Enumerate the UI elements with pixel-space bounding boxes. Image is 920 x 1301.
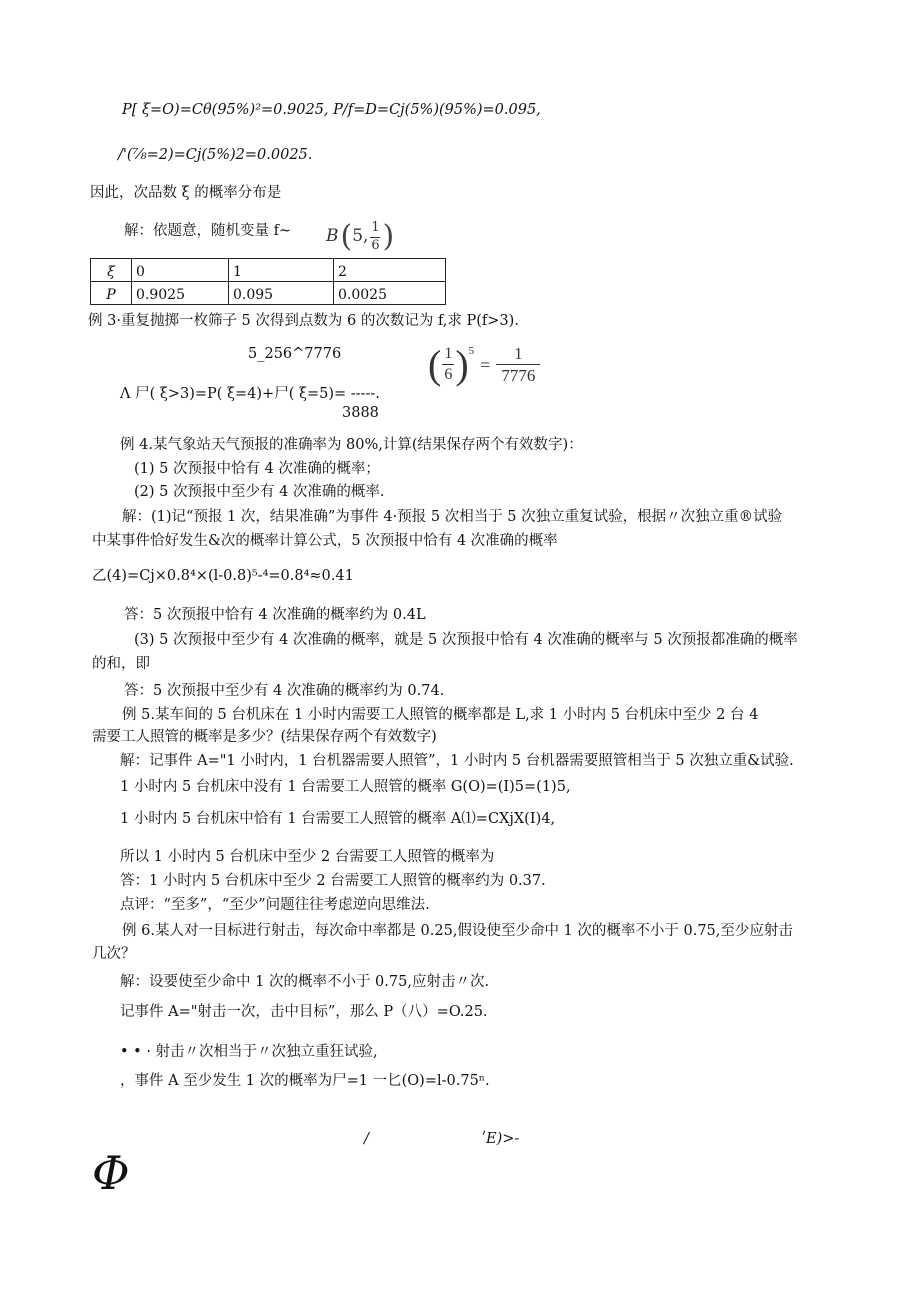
- example-4-formula: 乙(4)=Cj×0.8⁴×(l-0.8)⁵-⁴=0.8⁴≈0.41: [92, 568, 354, 584]
- table-cell: 0.9025: [132, 282, 229, 305]
- table-prob-symbol: P: [91, 282, 132, 305]
- table-cell: 2: [334, 259, 446, 282]
- example-3-title: 例 3·重复抛掷一枚筛子 5 次得到点数为 6 的次数记为 f,求 P(f>3).: [88, 313, 519, 329]
- example-6-title: 例 6.某人对一目标进行射击，每次命中率都是 0.25,假设使至少命中 1 次的概率不小于 0.75,至少应射击: [122, 923, 793, 939]
- fragment-e: ʹE)>-: [482, 1131, 520, 1147]
- binomial-letter: B: [326, 226, 339, 247]
- example-4-q3: (3) 5 次预报中至少有 4 次准确的概率，就是 5 次预报中恰有 4 次准确的概率与 5 次预报都准确的概率: [134, 632, 798, 648]
- example-4-title: 例 4.某气象站天气预报的准确率为 80%,计算(结果保存两个有效数字)：: [120, 437, 583, 453]
- table-header-symbol: ξ: [91, 259, 132, 282]
- binomial-p: $\frac{1}{6}$: [371, 220, 380, 253]
- example-6-event: 记事件 A="射击一次，击中目标”，那么 P（八）=O.25.: [120, 1004, 488, 1020]
- phi-symbol: Φ: [92, 1146, 130, 1200]
- example-4-solution: 解：(1)记“预报 1 次，结果准确”为事件 4·预报 5 次相当于 5 次独立重复试验，根据〃次独立重®试验: [122, 509, 783, 525]
- comment: 点评：“至多”，“至少”问题往往考虑逆向思维法.: [120, 897, 430, 913]
- binomial-notation: B ( 5 , $\frac{1}{6}$ ): [326, 219, 395, 254]
- example-3-formula: Λ 尸( ξ>3)=P( ξ=4)+尸( ξ=5)= -----.: [120, 386, 380, 402]
- example-4-answer-2: 答：5 次预报中至少有 4 次准确的概率约为 0.74.: [124, 683, 445, 699]
- example-3-fragment: 5_256^7776: [248, 346, 342, 362]
- example-5-at-least-two: 所以 1 小时内 5 台机床中至少 2 台需要工人照管的概率为: [120, 849, 495, 865]
- table-cell: 1: [229, 259, 334, 282]
- example-5-title: 例 5.某车间的 5 台机床在 1 小时内需要工人照管的概率都是 L,求 1 小时内 5 台机床中至少 2 台 4: [122, 707, 759, 723]
- example-4-solution-cont: 中某事件恰好发生&次的概率计算公式，5 次预报中恰有 4 次准确的概率: [92, 533, 558, 549]
- example-4-q2: (2) 5 次预报中至少有 4 次准确的概率.: [134, 484, 385, 500]
- binomial-n: 5: [352, 226, 364, 247]
- example-3-denominator: 3888: [342, 405, 379, 421]
- example-4-q3-cont: 的和，即: [92, 656, 150, 672]
- table-cell: 0: [132, 259, 229, 282]
- fragment-slash: /: [364, 1131, 369, 1147]
- table-cell: 0.0025: [334, 282, 446, 305]
- example-4-answer-1: 答：5 次预报中恰有 4 次准确的概率约为 0.4L: [124, 607, 426, 623]
- example-6-probability: ，事件 A 至少发生 1 次的概率为尸=1 一匕(O)=l-0.75ⁿ.: [120, 1073, 490, 1089]
- table-row: [91, 282, 446, 305]
- example-6-title-cont: 几次？: [92, 946, 136, 962]
- example-5-answer: 答：1 小时内 5 台机床中至少 2 台需要工人照管的概率约为 0.37.: [120, 873, 546, 889]
- probability-distribution-table: [90, 258, 446, 305]
- formula-p2: /'(⅞=2)=Cj(5%)2=0.0025.: [118, 147, 313, 163]
- distribution-intro: 因此，次品数 ξ 的概率分布是: [90, 185, 282, 201]
- example-5-none: 1 小时内 5 台机床中没有 1 台需要工人照管的概率 G(O)=(I)5=(1)5,: [120, 779, 571, 795]
- table-row: [91, 259, 446, 282]
- example-5-title-cont: 需要工人照管的概率是多少？(结果保存两个有效数字): [92, 729, 437, 745]
- example-6-trials: • • · 射击〃次相当于〃次独立重狂试验,: [120, 1044, 378, 1060]
- formula-p0-p1: P[ ξ=O)=Cθ(95%)²=0.9025, P/f=D=Cj(5%)(95%)=0.095,: [122, 102, 541, 118]
- solution-intro: 解：依题意，随机变量 f~: [124, 223, 292, 239]
- table-cell: 0.095: [229, 282, 334, 305]
- example-5-exactly-one: 1 小时内 5 台机床中恰有 1 台需要工人照管的概率 A⑴=CXjX(I)4,: [120, 811, 556, 827]
- example-6-solution: 解：设要使至少命中 1 次的概率不小于 0.75,应射击〃次.: [120, 974, 490, 990]
- example-4-q1: (1) 5 次预报中恰有 4 次准确的概率；: [134, 461, 380, 477]
- example-5-solution: 解：记事件 A="1 小时内，1 台机器需要人照管”，1 小时内 5 台机器需要照管相当于 5 次独立重&试验.: [120, 753, 794, 769]
- power-formula: ( 1 6 ) 5 = 1 7776: [428, 343, 540, 387]
